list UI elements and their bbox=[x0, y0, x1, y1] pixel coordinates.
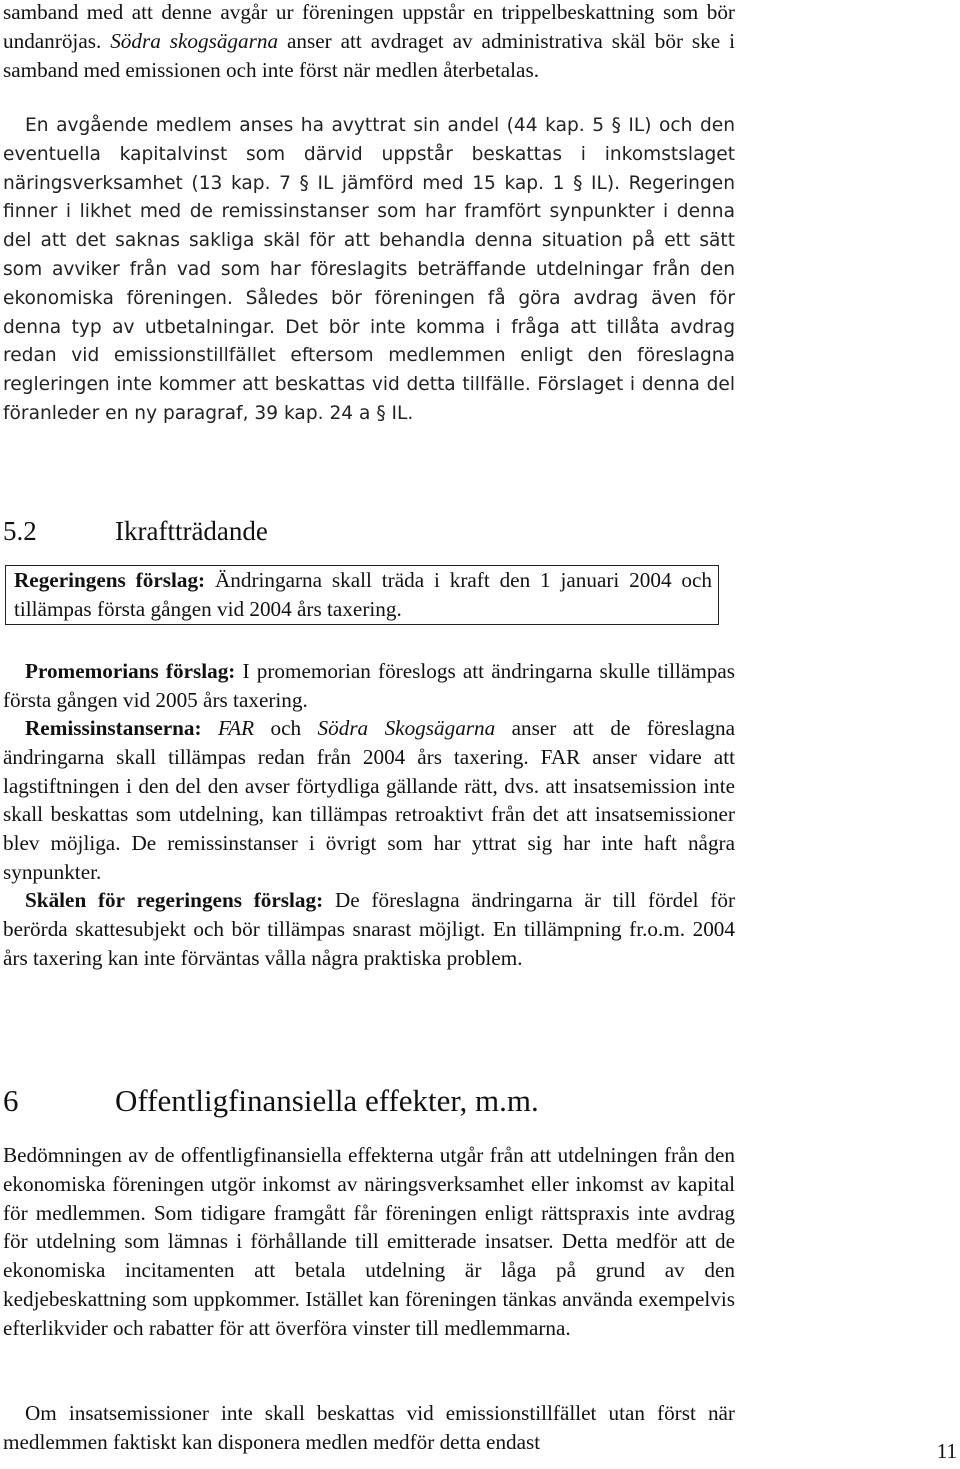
proposal-text bbox=[14, 566, 712, 624]
remiss-body: anser att de föreslagna ändringarna skall tillämpas redan från 2004 års taxering. FAR anser vidare att lagstiftningen i den del den avser förtydliga gällande rätt, dvs. att insatsemission inte skall beskattas som utdelning, kan tillämpas retroaktivt från det att insatsemissioner blev möjliga. De remissinstanser i övrigt som har yttrat sig har inte haft några synpunkter. bbox=[3, 716, 736, 884]
page-number: 11 bbox=[936, 1439, 957, 1463]
remiss-sodra: Södra Skogsägarna bbox=[317, 716, 496, 740]
intro-emphasis: Södra skogsägarna bbox=[110, 28, 279, 53]
chapter-paragraph-1: Bedömningen av de offentligfinansiella effekterna utgår från att utdelningen från den ekonomiska föreningen utgör inkomst av näringsverksamhet eller inkomst av kapital för medlemmen. Som tidigare framgått får föreningen enligt rättspraxis inte avdrag för utdelning som lämnas i förhållande till emitterade insatser. Detta medför att de ekonomiska incitamenten att betala utdelning är låga på grund av den kedjebeskattning som uppkommer. Istället kan föreningen tänkas använda exempelvis efterlikvider och rabatter för att överföra vinster till medlemmarna. bbox=[3, 1143, 735, 1340]
intro-text: samband med att denne avgår ur föreningen uppstår en trippelbeskattning som bör undanröjas. bbox=[3, 0, 735, 53]
promemoria-body: I promemorian föreslogs att ändringarna skulle tillämpas första gången vid 2005 års taxering. bbox=[3, 659, 735, 712]
section-heading bbox=[3, 514, 268, 548]
proposal-box bbox=[5, 565, 719, 625]
section-title: Ikraftträdande bbox=[115, 516, 268, 546]
chapter-title: Offentligfinansiella effekter, m.m. bbox=[115, 1083, 539, 1118]
promemoria-label: Promemorians förslag: bbox=[25, 659, 236, 683]
intro-text-rest: anser att avdraget av administrativa skäl bör ske i samband med emissionen och inte först när medlen återbetalas. bbox=[3, 28, 735, 82]
skalen-body: De föreslagna ändringarna är till fördel för berörda skattesubjekt och bör tillämpas snarast möjligt. En tillämpning fr.o.m. 2004 års taxering kan inte förväntas vålla några praktiska problem. bbox=[3, 888, 736, 970]
chapter-paragraph-2: Om insatsemissioner inte skall beskattas vid emissionstillfället utan först när medlemmen faktiskt kan disponera medlen medför detta endast bbox=[3, 1401, 735, 1454]
proposal-label: Regeringens förslag: bbox=[14, 568, 206, 592]
remiss-and: och bbox=[254, 716, 318, 740]
remiss-paragraph bbox=[3, 714, 735, 887]
proposal-body: Ändringarna skall träda i kraft den 1 januari 2004 och tillämpas första gången vid 2004 års taxering. bbox=[14, 568, 712, 621]
skalen-paragraph bbox=[3, 886, 735, 972]
remiss-label: Remissinstanserna: bbox=[25, 716, 202, 740]
skalen-label: Skälen för regeringens förslag: bbox=[25, 888, 324, 912]
chapter-number: 6 bbox=[3, 1083, 19, 1118]
remiss-far: FAR bbox=[218, 716, 255, 740]
chapter-heading bbox=[3, 1082, 539, 1120]
intro-paragraph-2: En avgående medlem anses ha avyttrat sin andel (44 kap. 5 § IL) och den eventuella kapitalvinst som därvid uppstår beskattas i inkomstslaget näringsverksamhet (13 kap. 7 § IL jämförd med 15 kap. 1 § IL). Regeringen finner i likhet med de remissinstanser som har framfört synpunkter i denna del att det saknas sakliga skäl för att behandla denna situation på ett sätt som avviker från vad som har föreslagits beträffande utdelningar från den ekonomiska föreningen. Således bör föreningen få göra avdrag även för denna typ av utbetalningar. Det bör inte komma i fråga att tillåta avdrag redan vid emissionstillfället eftersom medlemmen enligt den föreslagna regleringen inte kommer att beskattas vid detta tillfälle. Förslaget i denna del föranleder en ny paragraf, 39 kap. 24 a § IL. bbox=[3, 115, 735, 424]
promemoria-paragraph bbox=[3, 657, 735, 715]
intro-paragraph-1 bbox=[3, 0, 735, 84]
section-number: 5.2 bbox=[3, 516, 37, 546]
